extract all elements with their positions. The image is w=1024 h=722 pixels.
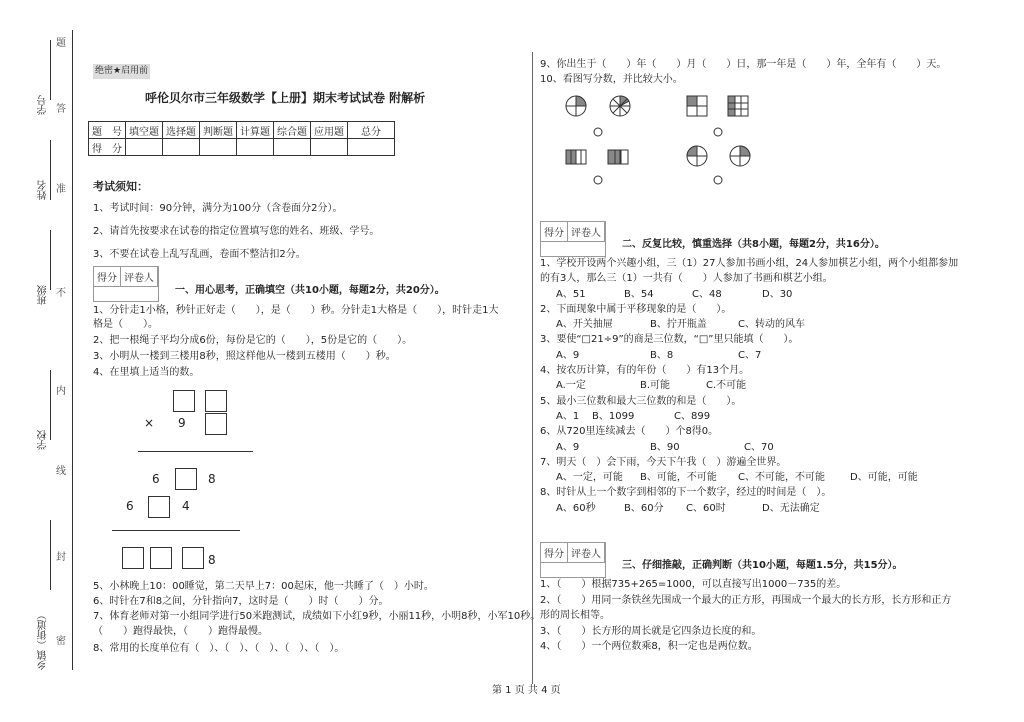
fraction-figures [560, 92, 760, 192]
question: 2、下面现象中属于平移现象的是（ ）。 [540, 304, 732, 315]
option[interactable]: A、1 [556, 411, 580, 422]
question: 6、从720里连续减去（ ）个8得0。 [540, 426, 719, 437]
circle-figure [566, 96, 630, 116]
score-header-cell: 判断题 [200, 122, 237, 139]
notice-item: 1、考试时间：90分钟，满分为100分（含卷面分2分）。 [93, 203, 343, 214]
option[interactable]: B、60分 [624, 503, 664, 514]
grid-figure [687, 96, 748, 116]
question: 7、体育老师对第一小组同学进行50米跑测试，成绩如下小红9秒，小丽11秒，小明8秒，小军10秒。 [93, 611, 541, 622]
question: 4、按农历计算，有的年份（ ）有13个月。 [540, 365, 750, 376]
score-header-cell: 选择题 [163, 122, 200, 139]
question: 9、你出生于（ ）年（ ）月（ ）日，那一年是（ ）年，全年有（ ）天。 [540, 59, 947, 70]
question: 8、常用的长度单位有（ ）、（ ）、（ ）、（ ）、（ ）。 [93, 643, 345, 654]
digit: 9 [178, 416, 186, 430]
score-header-cell: 题 号 [89, 122, 126, 139]
seal-char-8: 密 [56, 636, 66, 647]
option[interactable]: A、一定，可能 [556, 472, 623, 483]
field-name: 姓名 [38, 180, 49, 200]
option[interactable]: B、54 [624, 289, 654, 300]
answer-box[interactable] [148, 496, 170, 518]
question: 1、分针走1小格，秒针正好走（ ），是（ ）秒。分针走1大格是（ ），时针走1大 [93, 305, 499, 316]
option[interactable]: A、9 [556, 442, 580, 453]
question: 7、明天（ ）会下雨，今天下午我（ ）游遍全世界。 [540, 457, 787, 468]
question: 5、小林晚上10：00睡觉，第二天早上7：00起床，他一共睡了（ ）小时。 [93, 581, 434, 592]
option[interactable]: B、8 [650, 350, 674, 361]
scorer-box-1 [93, 266, 159, 302]
rule-line [138, 451, 253, 452]
answer-box[interactable] [182, 547, 204, 569]
rule-line [112, 530, 240, 531]
option[interactable]: C、60时 [686, 503, 726, 514]
scorer-score-label: 得分 [541, 543, 568, 562]
option[interactable]: D、可能，可能 [850, 472, 918, 483]
answer-box[interactable] [205, 413, 227, 435]
option[interactable]: C、7 [738, 350, 762, 361]
answer-box[interactable] [175, 468, 197, 490]
scorer-box-2 [540, 221, 606, 257]
question: 1、学校开设两个兴趣小组，三（1）27人参加书画小组，24人参加棋艺小组，两个小组都参加 [540, 258, 959, 269]
option[interactable]: A、开关抽屉 [556, 319, 613, 330]
option[interactable]: C.不可能 [706, 380, 747, 391]
field-school: 学校 [38, 430, 49, 450]
notice-item: 2、请首先按要求在试卷的指定位置填写您的姓名、班级、学号。 [93, 226, 380, 237]
seal-char-7: 封 [56, 552, 66, 563]
section3-title: 三、仔细推敲，正确判断（共10小题，每题1.5分，共15分）。 [622, 560, 903, 571]
section2-title: 二、反复比较，慎重选择（共8小题，每题2分，共16分）。 [622, 239, 885, 250]
seal-char-5: 内 [56, 386, 66, 397]
digit: 8 [208, 472, 216, 486]
name-line-5 [50, 520, 51, 590]
score-cell[interactable] [200, 139, 237, 156]
column-divider [532, 52, 533, 684]
option[interactable]: C、899 [674, 411, 711, 422]
seal-char-3: 准 [56, 184, 66, 195]
seal-char-6: 线 [56, 466, 66, 477]
option[interactable]: D、30 [762, 289, 793, 300]
grid-figure-2 [566, 146, 750, 166]
option[interactable]: B.可能 [640, 380, 671, 391]
question: （ ）跑得最快，（ ）跑得最慢。 [93, 626, 268, 637]
scorer-reviewer-label: 评卷人 [568, 222, 605, 241]
secret-label: 绝密★启用前 [93, 64, 150, 79]
question: 3、要使“□21÷9”的商是三位数，“□”里只能填（ ）。 [540, 334, 799, 345]
name-line-1 [50, 40, 51, 100]
score-header-cell: 计算题 [237, 122, 274, 139]
scorer-score-label: 得分 [541, 222, 568, 241]
scorer-box-3 [540, 542, 606, 578]
score-header-cell: 填空题 [126, 122, 163, 139]
notice-item: 3、不要在试卷上乱写乱画，卷面不整洁扣2分。 [93, 249, 306, 260]
name-line-3 [50, 230, 51, 290]
question: 10、看图写分数，并比较大小。 [540, 74, 683, 85]
question: 6、时针在7和8之间，分针指向7，这时是（ ）时（ ）分。 [93, 596, 389, 607]
question: 的有3人，那么三（1）一共有（ ）人参加了书画和棋艺小组。 [540, 273, 833, 284]
question: 5、最小三位数和最大三位数的和是（ ）。 [540, 396, 742, 407]
seal-char-4: 不 [56, 288, 66, 299]
option[interactable]: D、无法确定 [762, 503, 820, 514]
scorer-reviewer-label: 评卷人 [121, 267, 158, 286]
question: 2、（ ）用同一条铁丝先围成一个最大的正方形，再围成一个最大的长方形，长方形和正方 [540, 595, 952, 606]
option[interactable]: A、9 [556, 350, 580, 361]
option[interactable]: C、70 [744, 442, 774, 453]
field-student-id: 学号 [38, 95, 49, 115]
option[interactable]: B、90 [650, 442, 680, 453]
question: 3、小明从一楼到三楼用8秒，照这样他从一楼到五楼用（ ）秒。 [93, 351, 396, 362]
digit: 6 [126, 499, 134, 513]
digit: 8 [208, 553, 216, 567]
question: 格是（ ）。 [93, 319, 158, 330]
page-title: 呼伦贝尔市三年级数学【上册】期末考试试卷 附解析 [145, 91, 426, 105]
score-cell[interactable] [311, 139, 348, 156]
option[interactable]: A.一定 [556, 380, 586, 391]
answer-box[interactable] [122, 547, 144, 569]
score-cell[interactable] [348, 139, 395, 156]
question: 形的周长相等。 [540, 610, 610, 621]
option[interactable]: C、48 [692, 289, 722, 300]
score-cell[interactable] [274, 139, 311, 156]
answer-box[interactable] [173, 390, 195, 412]
option[interactable]: C、转动的风车 [738, 319, 805, 330]
question: 1、（ ）根据735+265=1000，可以直接写出1000－735的差。 [540, 579, 847, 590]
option[interactable]: A、51 [556, 289, 586, 300]
notice-title: 考试须知： [93, 180, 148, 193]
score-header-cell: 综合题 [274, 122, 311, 139]
question: 2、把一根绳子平均分成6份，每份是它的（ ），5份是它的（ ）。 [93, 335, 413, 346]
option[interactable]: B、拧开瓶盖 [650, 319, 707, 330]
answer-box[interactable] [150, 547, 172, 569]
digit: 4 [182, 499, 190, 513]
score-header-cell: 应用题 [311, 122, 348, 139]
score-cell[interactable] [126, 139, 163, 156]
answer-box[interactable] [205, 390, 227, 412]
option[interactable]: B、可能，不可能 [640, 472, 717, 483]
score-table [88, 121, 395, 156]
section1-title: 一、用心思考，正确填空（共10小题，每题2分，共20分）。 [175, 285, 445, 296]
digit: 6 [152, 472, 160, 486]
score-header-cell: 总分 [348, 122, 395, 139]
seal-char-2: 答 [56, 104, 66, 115]
field-township: 乡镇（街道） [38, 610, 49, 670]
times-sign: × [144, 416, 155, 430]
score-row-label: 得 分 [89, 139, 126, 156]
scorer-reviewer-label: 评卷人 [568, 543, 605, 562]
option[interactable]: A、60秒 [556, 503, 596, 514]
binding-line [72, 30, 73, 670]
score-cell[interactable] [163, 139, 200, 156]
page-number: 第 1 页 共 4 页 [492, 685, 561, 696]
seal-char-1: 题 [56, 38, 66, 49]
question: 3、（ ）长方形的周长就是它四条边长度的和。 [540, 626, 762, 637]
question: 4、（ ）一个两位数乘8，积一定也是两位数。 [540, 641, 758, 652]
field-class: 班级 [38, 285, 49, 305]
question: 8、时针从上一个数字到相邻的下一个数字，经过的时间是（ ）。 [540, 487, 832, 498]
option[interactable]: B、1099 [592, 411, 635, 422]
score-cell[interactable] [237, 139, 274, 156]
question: 4、在里填上适当的数。 [93, 367, 200, 378]
option[interactable]: C、不可能，不可能 [738, 472, 825, 483]
scorer-score-label: 得分 [94, 267, 121, 286]
